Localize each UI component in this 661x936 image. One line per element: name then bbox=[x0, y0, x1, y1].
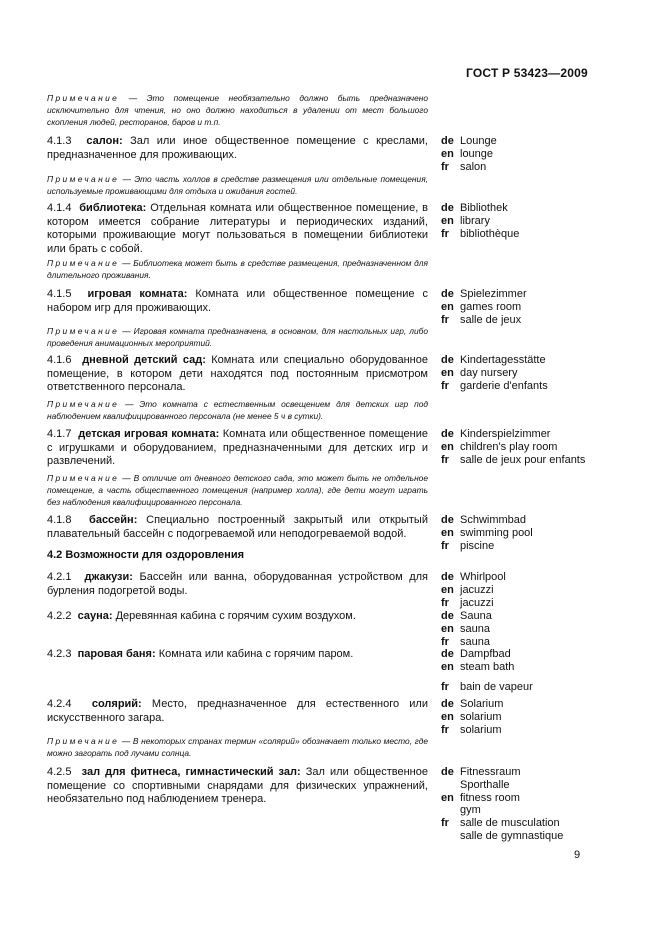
document-header: ГОСТ Р 53423—2009 bbox=[466, 66, 588, 80]
translation-en: library bbox=[460, 214, 490, 227]
term-entry-4-1-3 bbox=[47, 135, 428, 162]
term-definition: Отдельная комната или общественное помещение, в котором имеется собрание литературы и периодических изданий, которыми проживающие могут пользоваться в помещении библиотеки или брать с собой. bbox=[47, 202, 428, 255]
term-entry-4-2-2 bbox=[47, 610, 428, 624]
translation-fr: garderie d'enfants bbox=[460, 379, 548, 392]
term-title: солярий: bbox=[91, 698, 142, 710]
term-title: паровая баня: bbox=[77, 648, 156, 660]
note-label: Примечание bbox=[47, 736, 120, 746]
note-label: Примечание bbox=[47, 93, 120, 103]
term-title: салон: bbox=[86, 135, 123, 147]
term-number: 4.1.6 bbox=[47, 354, 72, 366]
note-label: Примечание bbox=[47, 174, 120, 184]
translations-4-2-1: de Whirlpool en jacuzzi fr jacuzzi bbox=[441, 571, 506, 609]
translations-4-2-4: de Solarium en solarium fr solarium bbox=[441, 698, 504, 736]
term-entry-4-1-4 bbox=[47, 202, 428, 256]
term-entry-4-1-6 bbox=[47, 354, 428, 395]
translations-4-2-5: de Fitnessraum Sporthalle en fitness room gym fr salle de musculation salle de gymnastique bbox=[441, 766, 564, 842]
term-definition: Зал или иное общественное помещение с креслами, предназначенное для проживающих. bbox=[47, 135, 428, 161]
translation-en-alt: gym bbox=[460, 804, 481, 817]
note-4-1-3 bbox=[47, 173, 428, 197]
term-title: библиотека: bbox=[79, 202, 147, 214]
term-number: 4.1.5 bbox=[47, 288, 72, 300]
note-text: — В отличие от дневного детского сада, это может быть не отдельное помещение, а часть общественного помещения (например холла), где дети могут играть без наблюдения квалифицированного персонала. bbox=[47, 473, 428, 508]
term-definition: Бассейн или ванна, оборудованная устройством для бурления подогретой воды. bbox=[47, 571, 428, 597]
section-heading: 4.2 Возможности для оздоровления bbox=[47, 549, 244, 561]
translation-en: swimming pool bbox=[460, 526, 533, 539]
translation-de: Bibliothek bbox=[460, 202, 508, 214]
term-title: джакузи: bbox=[84, 571, 133, 583]
translation-en: solarium bbox=[460, 710, 502, 723]
term-number: 4.1.8 bbox=[47, 514, 72, 526]
translation-de: Kindertagesstätte bbox=[460, 354, 546, 366]
translation-fr: jacuzzi bbox=[460, 596, 494, 609]
term-entry-4-2-3 bbox=[47, 648, 428, 662]
translation-en: fitness room bbox=[460, 791, 520, 804]
translation-fr: salon bbox=[460, 160, 487, 173]
term-number: 4.1.3 bbox=[47, 135, 72, 147]
note-text: — Игровая комната предназначена, в основном, для настольных игр, либо проведения анимационных мероприятий. bbox=[47, 326, 428, 349]
term-entry-4-1-8 bbox=[47, 514, 428, 541]
term-definition: Место, предназначенное для естественного или искусственного загара. bbox=[47, 698, 428, 724]
page-number: 9 bbox=[574, 849, 581, 861]
term-definition: Комната или кабина с горячим паром. bbox=[158, 648, 354, 660]
term-definition: Комната или общественное помещение с игрушками и оборудованием, предназначенными для детских игр и развлечений. bbox=[47, 428, 428, 468]
note-text: — Библиотека может быть в средстве размещения, предназначенном для длительного проживания. bbox=[47, 258, 429, 281]
translation-de: Dampfbad bbox=[460, 648, 511, 660]
translation-de: Sauna bbox=[460, 610, 492, 622]
term-definition: Комната или общественное помещение с набором игр для проживающих. bbox=[47, 288, 428, 314]
translation-fr: salle de jeux pour enfants bbox=[460, 453, 586, 466]
note-4-1-6 bbox=[47, 398, 428, 422]
note-4-1-4 bbox=[47, 257, 428, 281]
term-title: зал для фитнеса, гимнастический зал: bbox=[81, 766, 301, 778]
note-4-1-5 bbox=[47, 325, 428, 349]
translation-de: Kinderspielzimmer bbox=[460, 428, 551, 440]
term-entry-4-2-4 bbox=[47, 698, 428, 725]
translation-en: lounge bbox=[460, 147, 494, 160]
term-number: 4.1.4 bbox=[47, 202, 72, 214]
translation-fr: bain de vapeur bbox=[460, 680, 533, 693]
translation-fr: salle de musculation bbox=[460, 817, 560, 830]
translation-en: sauna bbox=[460, 622, 490, 635]
note-label: Примечание bbox=[47, 473, 120, 483]
term-entry-4-1-7 bbox=[47, 428, 428, 469]
translation-fr: sauna bbox=[460, 635, 490, 648]
note-text: — Это часть холлов в средстве размещения или отдельные помещения, используемые проживающими для отдыха и ожидания гостей. bbox=[47, 174, 428, 197]
term-definition: Деревянная кабина с горячим сухим воздухом. bbox=[115, 610, 356, 622]
term-number: 4.2.1 bbox=[47, 571, 72, 583]
translation-en: jacuzzi bbox=[460, 583, 494, 596]
term-number: 4.2.2 bbox=[47, 610, 72, 622]
term-definition: Зал или общественное помещение со спортивными снарядами для физических упражнений, необязательно под наблюдением тренера. bbox=[47, 766, 428, 806]
term-definition: Комната или специально оборудованное помещение, в котором дети находятся под постоянным присмотром ответственного персонала. bbox=[47, 354, 428, 394]
term-number: 4.2.4 bbox=[47, 698, 72, 710]
note-label: Примечание bbox=[47, 399, 120, 409]
term-title: дневной детский сад: bbox=[82, 354, 206, 366]
translation-de: Schwimmbad bbox=[460, 514, 527, 526]
note-label: Примечание bbox=[47, 258, 120, 268]
translation-de: Fitnessraum bbox=[460, 766, 521, 778]
translations-4-1-8: de Schwimmbad en swimming pool fr piscine bbox=[441, 514, 533, 552]
note-text: — Это помещение необязательно должно быть предназначено исключительно для чтения, но оно должно находиться в удалении от мест большого скопления людей, ресторанов, баров и т.п. bbox=[47, 93, 428, 128]
note-text: — Это комната с естественным освещением для детских игр под наблюдением квалифицированного персонала (не менее 5 ч в сутки). bbox=[47, 399, 429, 422]
note-4-2-4 bbox=[47, 735, 428, 759]
note-label: Примечание bbox=[47, 326, 120, 336]
translation-de-alt: Sporthalle bbox=[460, 778, 510, 791]
translation-fr: solarium bbox=[460, 723, 502, 736]
translation-de: Whirlpool bbox=[460, 571, 506, 583]
term-entry-4-2-5 bbox=[47, 766, 428, 807]
term-title: бассейн: bbox=[89, 514, 138, 526]
translations-4-1-7: de Kinderspielzimmer en children's play room fr salle de jeux pour enfants bbox=[441, 428, 586, 466]
translation-en: children's play room bbox=[460, 440, 558, 453]
term-definition: Специально построенный закрытый или открытый плавательный бассейн с подогреваемой или неподогреваемой водой. bbox=[47, 514, 428, 540]
term-entry-4-1-5 bbox=[47, 288, 428, 315]
translation-de: Lounge bbox=[460, 135, 497, 147]
translation-fr: salle de jeux bbox=[460, 313, 522, 326]
translations-4-1-6: de Kindertagesstätte en day nursery fr garderie d'enfants bbox=[441, 354, 548, 392]
translations-4-1-4: de Bibliothek en library fr bibliothèque bbox=[441, 202, 520, 240]
translation-de: Spielezimmer bbox=[460, 288, 527, 300]
note-continuation bbox=[47, 92, 428, 129]
term-number: 4.2.3 bbox=[47, 648, 72, 660]
term-title: сауна: bbox=[77, 610, 113, 622]
translation-fr: bibliothèque bbox=[460, 227, 520, 240]
term-title: детская игровая комната: bbox=[78, 428, 220, 440]
translation-de: Solarium bbox=[460, 698, 504, 710]
translations-4-1-3: de Lounge en lounge fr salon bbox=[441, 135, 497, 173]
translations-4-1-5: de Spielezimmer en games room fr salle de jeux bbox=[441, 288, 527, 326]
term-entry-4-2-1 bbox=[47, 571, 428, 598]
translation-fr-alt: salle de gymnastique bbox=[460, 829, 564, 842]
term-number: 4.2.5 bbox=[47, 766, 72, 778]
note-text: — В некоторых странах термин «солярий» обозначает только место, где можно загорать под лучами солнца. bbox=[47, 736, 428, 759]
translation-en: steam bath bbox=[460, 660, 515, 673]
translations-4-2-2: de Sauna en sauna fr sauna bbox=[441, 610, 492, 648]
translations-4-2-3: de Dampfbad en steam bath fr bain de vapeur bbox=[441, 648, 533, 693]
term-title: игровая комната: bbox=[87, 288, 188, 300]
translation-en: day nursery bbox=[460, 366, 518, 379]
translation-en: games room bbox=[460, 300, 522, 313]
term-number: 4.1.7 bbox=[47, 428, 72, 440]
note-4-1-7 bbox=[47, 472, 428, 509]
translation-fr: piscine bbox=[460, 539, 495, 552]
